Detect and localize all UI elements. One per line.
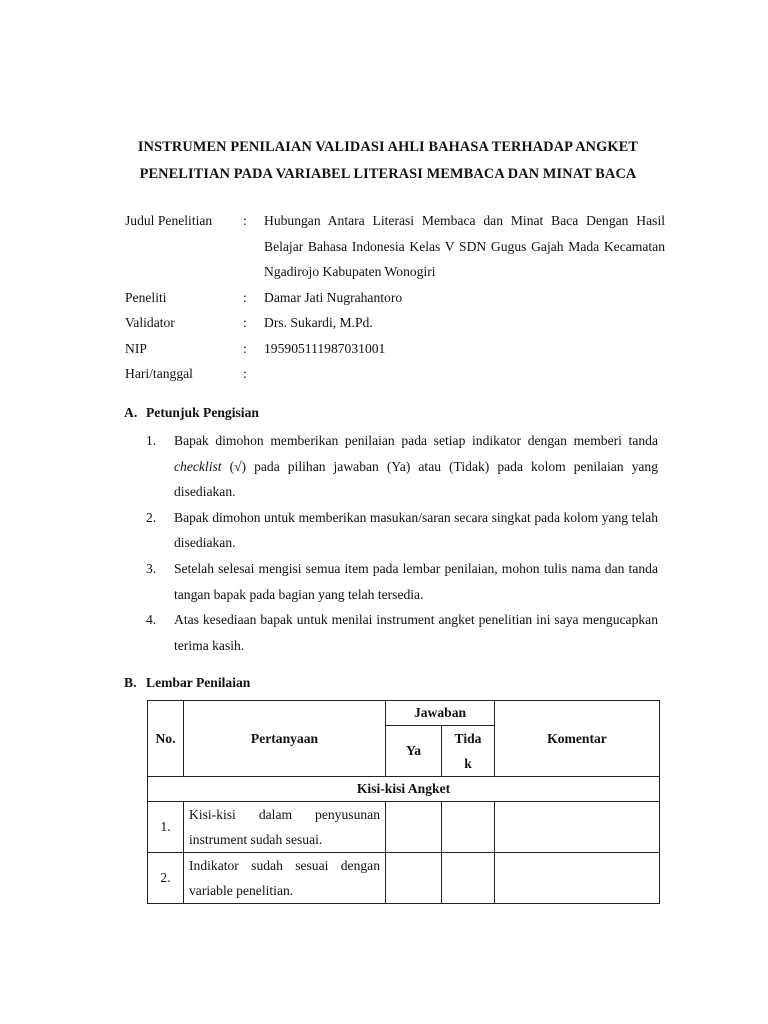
list-number: 3. (146, 560, 157, 576)
meta-colon: : (243, 213, 247, 228)
meta-row-title (125, 208, 665, 285)
list-item (146, 607, 658, 658)
section-letter: A. (124, 405, 138, 420)
row-question: Kisi-kisi dalam penyusunan instrument sudah sesuai. (184, 802, 386, 853)
section-a-heading (124, 405, 259, 421)
section-title: Lembar Penilaian (146, 675, 251, 690)
row-yes-cell[interactable] (386, 802, 442, 853)
meta-row-researcher (125, 285, 665, 311)
meta-row-date (125, 361, 665, 387)
meta-colon: : (243, 366, 247, 381)
list-text: Setelah selesai mengisi semua item pada lembar penilaian, mohon tulis nama dan tanda tangan bapak pada bagian yang telah tersedia. (174, 560, 658, 602)
meta-value-validator: Drs. Sukardi, M.Pd. (264, 315, 373, 330)
row-question: Indikator sudah sesuai dengan variable penelitian. (184, 853, 386, 904)
section-title: Petunjuk Pengisian (146, 405, 259, 420)
group-title: Kisi-kisi Angket (148, 777, 660, 802)
list-text: Atas kesediaan bapak untuk menilai instrument angket penelitian ini saya mengucapkan terima kasih. (174, 612, 658, 653)
list-text-emphasis: checklist (174, 458, 222, 474)
list-text (174, 428, 658, 505)
title-line-1: INSTRUMEN PENILAIAN VALIDASI AHLI BAHASA TERHADAP ANGKET (137, 139, 639, 155)
row-no-cell[interactable] (442, 802, 495, 853)
section-b-heading (124, 675, 250, 691)
meta-row-nip (125, 336, 665, 362)
research-info (125, 208, 665, 387)
list-number: 1. (146, 433, 157, 448)
row-yes-cell[interactable] (386, 853, 442, 904)
meta-label: NIP (125, 340, 147, 356)
list-item (146, 556, 658, 607)
row-no-cell[interactable] (442, 853, 495, 904)
list-number: 2. (146, 509, 157, 525)
header-no-answer (442, 726, 495, 777)
header-no-answer-line-1: Tida (454, 731, 482, 746)
meta-row-validator (125, 310, 665, 336)
meta-label: Hari/tanggal (125, 366, 193, 381)
title-line-2: PENELITIAN PADA VARIABEL LITERASI MEMBACA DAN MINAT BACA (139, 166, 637, 182)
meta-label: Validator (125, 315, 175, 330)
section-letter: B. (124, 675, 137, 690)
row-comment-cell[interactable] (495, 853, 660, 904)
list-item (146, 428, 658, 505)
table-header-row (148, 701, 660, 726)
header-answer: Jawaban (386, 701, 495, 726)
row-number: 2. (148, 853, 184, 904)
document-title (110, 134, 666, 188)
list-text-part: (√) pada pilihan jawaban (Ya) atau (Tidak) pada kolom penilaian yang disediakan. (174, 458, 658, 500)
meta-label: Peneliti (125, 289, 167, 305)
row-comment-cell[interactable] (495, 802, 660, 853)
header-comment: Komentar (495, 701, 660, 777)
table-row (148, 853, 660, 904)
list-text-part: Bapak dimohon memberikan penilaian pada setiap indikator dengan memberi tanda (174, 433, 658, 448)
header-question: Pertanyaan (184, 701, 386, 777)
list-number: 4. (146, 612, 157, 628)
header-no-answer-line-2: k (464, 756, 472, 771)
assessment-table (147, 700, 660, 904)
header-yes: Ya (386, 726, 442, 777)
header-no: No. (148, 701, 184, 777)
table-row (148, 802, 660, 853)
table-group-row (148, 777, 660, 802)
instruction-list (146, 428, 658, 658)
meta-colon: : (243, 289, 247, 305)
meta-value-researcher: Damar Jati Nugrahantoro (264, 289, 403, 305)
meta-value-research-title: Hubungan Antara Literasi Membaca dan Minat Baca Dengan Hasil Belajar Bahasa Indonesia Kelas V SDN Gugus Gajah Mada Kecamatan Ngadirojo Kabupaten Wonogiri (264, 213, 665, 279)
list-item (146, 505, 658, 556)
meta-colon: : (243, 340, 247, 356)
meta-colon: : (243, 315, 247, 330)
meta-value-nip: 195905111987031001 (264, 340, 386, 356)
list-text: Bapak dimohon untuk memberikan masukan/saran secara singkat pada kolom yang telah disediakan. (174, 509, 658, 551)
meta-label: Judul Penelitian (125, 213, 213, 228)
row-number: 1. (148, 802, 184, 853)
